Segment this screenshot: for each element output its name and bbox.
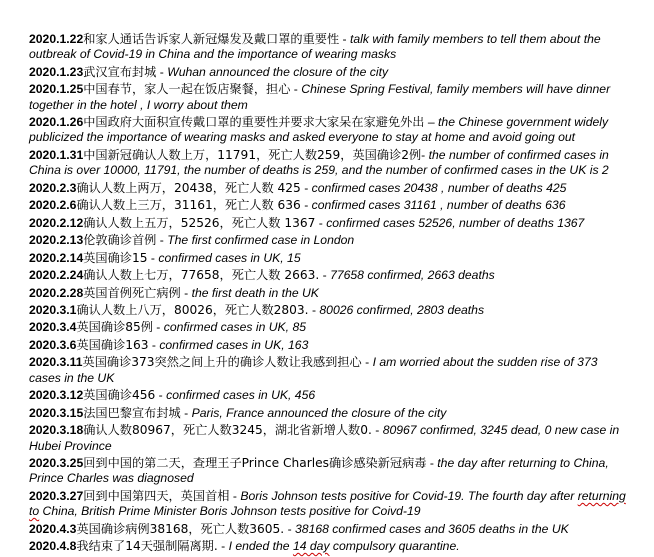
entry-date: 2020.1.23: [29, 64, 84, 79]
entry-english-text: Chinese Spring Festival, family members will have dinner together in the hotel , I worry about them: [29, 82, 611, 112]
entry-date: 2020.1.26: [29, 115, 84, 130]
entry-chinese-text: 中国政府大面积宣传戴口罩的重要性并要求大家呆在家避免外出: [83, 115, 425, 130]
entry-chinese-text: 英国首例死亡病例: [83, 285, 181, 300]
entry-chinese-text: 我结束了14天强制隔离期.: [76, 539, 218, 554]
timeline-entry: [29, 115, 629, 146]
entry-english-text: 80026 confirmed, 2803 deaths: [319, 303, 485, 317]
entry-english-text: the first death in the UK: [191, 285, 319, 300]
entry-separator: -: [300, 198, 312, 213]
entry-chinese-text: 英国确诊85例: [76, 320, 153, 335]
entry-separator: -: [339, 32, 351, 46]
entry-date: 2020.2.28: [29, 285, 84, 300]
entry-english-text: confirmed cases 52526, number of deaths 1367: [326, 215, 585, 230]
entry-chinese-text: 英国确诊病例38168，死亡人数3605.: [76, 521, 285, 536]
entry-english-text: Boris Johnson tests positive for Covid-19. The fourth day after returning to China, British Prime Minister Boris Johnson tests positive for Coivd-19: [29, 488, 626, 519]
spellcheck-underline: 14 day: [292, 539, 330, 554]
timeline-entry: [29, 489, 629, 520]
entry-date: 2020.1.25: [29, 82, 84, 97]
entry-chinese-text: 英国确诊373突然之间上升的确诊人数让我感到担心: [82, 355, 362, 370]
entry-chinese-text: 英国确诊15: [83, 250, 148, 265]
entry-separator: –: [424, 115, 439, 130]
timeline-entry: [29, 268, 629, 283]
entry-date: 2020.3.27: [29, 488, 84, 503]
entry-date: 2020.3.18: [29, 423, 84, 438]
entry-separator: -: [319, 268, 331, 283]
entry-english-text: 77658 confirmed, 2663 deaths: [330, 268, 495, 283]
entry-chinese-text: 确认人数上五万，52526，死亡人数 1367: [83, 215, 316, 230]
entry-separator: -: [300, 180, 312, 195]
entry-english-text: confirmed cases 31161 , number of deaths 636: [311, 198, 566, 213]
timeline-entry: [29, 181, 629, 196]
entry-separator: -: [180, 285, 192, 300]
entry-chinese-text: 英国确诊163: [76, 337, 149, 352]
timeline-document: [29, 32, 629, 557]
entry-date: 2020.3.12: [29, 388, 84, 403]
entry-separator: -: [361, 355, 373, 370]
entry-english-text: 38168 confirmed cases and 3605 deaths in the UK: [295, 521, 569, 536]
timeline-entry: [29, 286, 629, 301]
entry-chinese-text: 中国春节，家人一起在饭店聚餐，担心: [83, 82, 291, 97]
entry-separator: -: [148, 337, 160, 352]
entry-separator: -: [421, 147, 429, 162]
entry-chinese-text: 确认人数上三万，31161，死亡人数 636: [76, 198, 301, 213]
entry-english-text: Paris, France announced the closure of the city: [191, 405, 447, 420]
entry-english-text: confirmed cases in UK, 456: [166, 388, 316, 403]
entry-date: 2020.4.3: [29, 521, 77, 536]
entry-english-text: confirmed cases 20438 , number of deaths 425: [311, 180, 567, 195]
timeline-entry: [29, 456, 629, 487]
entry-english-text: confirmed cases in UK, 85: [163, 320, 307, 335]
entry-english-text: 80967 confirmed, 3245 dead, 0 new case in Hubei Province: [29, 423, 620, 453]
timeline-entry: [29, 216, 629, 231]
entry-english-text: the day after returning to China, Prince Charles was diagnosed: [29, 455, 609, 486]
entry-separator: -: [426, 455, 438, 470]
timeline-entry: [29, 198, 629, 213]
entry-english-text: I am worried about the sudden rise of 373 cases in the UK: [29, 355, 598, 385]
entry-chinese-text: 确认人数上七万，77658，死亡人数 2663.: [83, 268, 320, 283]
entry-date: 2020.2.6: [29, 198, 77, 213]
entry-date: 2020.2.3: [29, 180, 77, 195]
entry-separator: -: [284, 521, 296, 536]
entry-english-text: the number of confirmed cases in China is over 10000, 11791, the number of deaths is 259, and the number of confirmed cases in the UK is 2: [29, 147, 609, 178]
timeline-entry: [29, 320, 629, 335]
entry-separator: -: [152, 320, 164, 335]
entry-date: 2020.2.12: [29, 215, 84, 230]
timeline-entry: [29, 388, 629, 403]
entry-date: 2020.4.8: [29, 539, 77, 554]
entry-separator: -: [147, 250, 159, 265]
entry-date: 2020.1.22: [29, 32, 84, 46]
entry-separator: -: [371, 423, 383, 438]
entry-separator: -: [290, 82, 302, 97]
entry-chinese-text: 确认人数80967，死亡人数3245，湖北省新增人数0.: [83, 423, 372, 438]
timeline-entry: [29, 32, 629, 63]
entry-english-text: the Chinese government widely publicized the importance of wearing masks and asked everyone to stay at home and avoid going out: [29, 115, 609, 145]
entry-chinese-text: 武汉宣布封城: [83, 64, 157, 79]
timeline-entry: [29, 539, 629, 554]
entry-date: 2020.2.13: [29, 233, 84, 248]
entry-separator: -: [155, 388, 167, 403]
timeline-entry: [29, 522, 629, 537]
timeline-entry: [29, 423, 629, 454]
timeline-entry: [29, 303, 629, 318]
timeline-entry: [29, 251, 629, 266]
timeline-entry: [29, 233, 629, 248]
entry-english-text: confirmed cases in UK, 15: [158, 250, 301, 265]
entry-chinese-text: 回到中国的第二天，查理王子Prince Charles确诊感染新冠病毒: [83, 455, 427, 470]
entry-chinese-text: 回到中国第四天，英国首相: [83, 488, 230, 503]
timeline-entry: [29, 406, 629, 421]
entry-date: 2020.3.25: [29, 455, 84, 470]
entry-date: 2020.2.14: [29, 250, 84, 265]
timeline-entry: [29, 355, 629, 386]
entry-separator: -: [229, 488, 241, 503]
entry-separator: -: [217, 539, 229, 554]
entry-english-text: I ended the 14 day compulsory quarantine.: [228, 539, 460, 554]
entry-date: 2020.3.11: [29, 355, 83, 370]
entry-date: 2020.3.6: [29, 337, 77, 352]
entry-chinese-text: 确认人数上八万，80026，死亡人数2803.: [76, 303, 309, 317]
entry-english-text: confirmed cases in UK, 163: [159, 337, 309, 352]
entry-date: 2020.3.4: [29, 320, 77, 335]
entry-chinese-text: 伦敦确诊首例: [83, 233, 157, 248]
entry-date: 2020.3.1: [29, 303, 77, 317]
timeline-entry: [29, 65, 629, 80]
entry-chinese-text: 法国巴黎宣布封城: [83, 405, 181, 420]
entry-english-text: Wuhan announced the closure of the city: [167, 64, 389, 79]
entry-separator: -: [180, 405, 192, 420]
entry-separator: -: [315, 215, 327, 230]
entry-chinese-text: 英国确诊456: [83, 388, 156, 403]
entry-english-text: The first confirmed case in London: [167, 233, 355, 248]
timeline-entry: [29, 82, 629, 113]
entry-separator: -: [156, 64, 168, 79]
entry-date: 2020.1.31: [29, 147, 84, 162]
entry-chinese-text: 中国新冠确认人数上万，11791，死亡人数259，英国确诊2例: [83, 147, 422, 162]
timeline-entry: [29, 338, 629, 353]
spellcheck-underline: returning to: [29, 488, 626, 519]
entry-date: 2020.3.15: [29, 405, 84, 420]
entry-date: 2020.2.24: [29, 268, 84, 283]
entry-chinese-text: 和家人通话告诉家人新冠爆发及戴口罩的重要性: [83, 32, 340, 46]
entry-separator: -: [156, 233, 168, 248]
entry-separator: -: [308, 303, 320, 317]
entry-chinese-text: 确认人数上两万，20438，死亡人数 425: [76, 180, 301, 195]
timeline-entry: [29, 148, 629, 179]
entry-english-text: talk with family members to tell them about the outbreak of Covid-19 in China and the importance of wearing masks: [29, 32, 601, 62]
